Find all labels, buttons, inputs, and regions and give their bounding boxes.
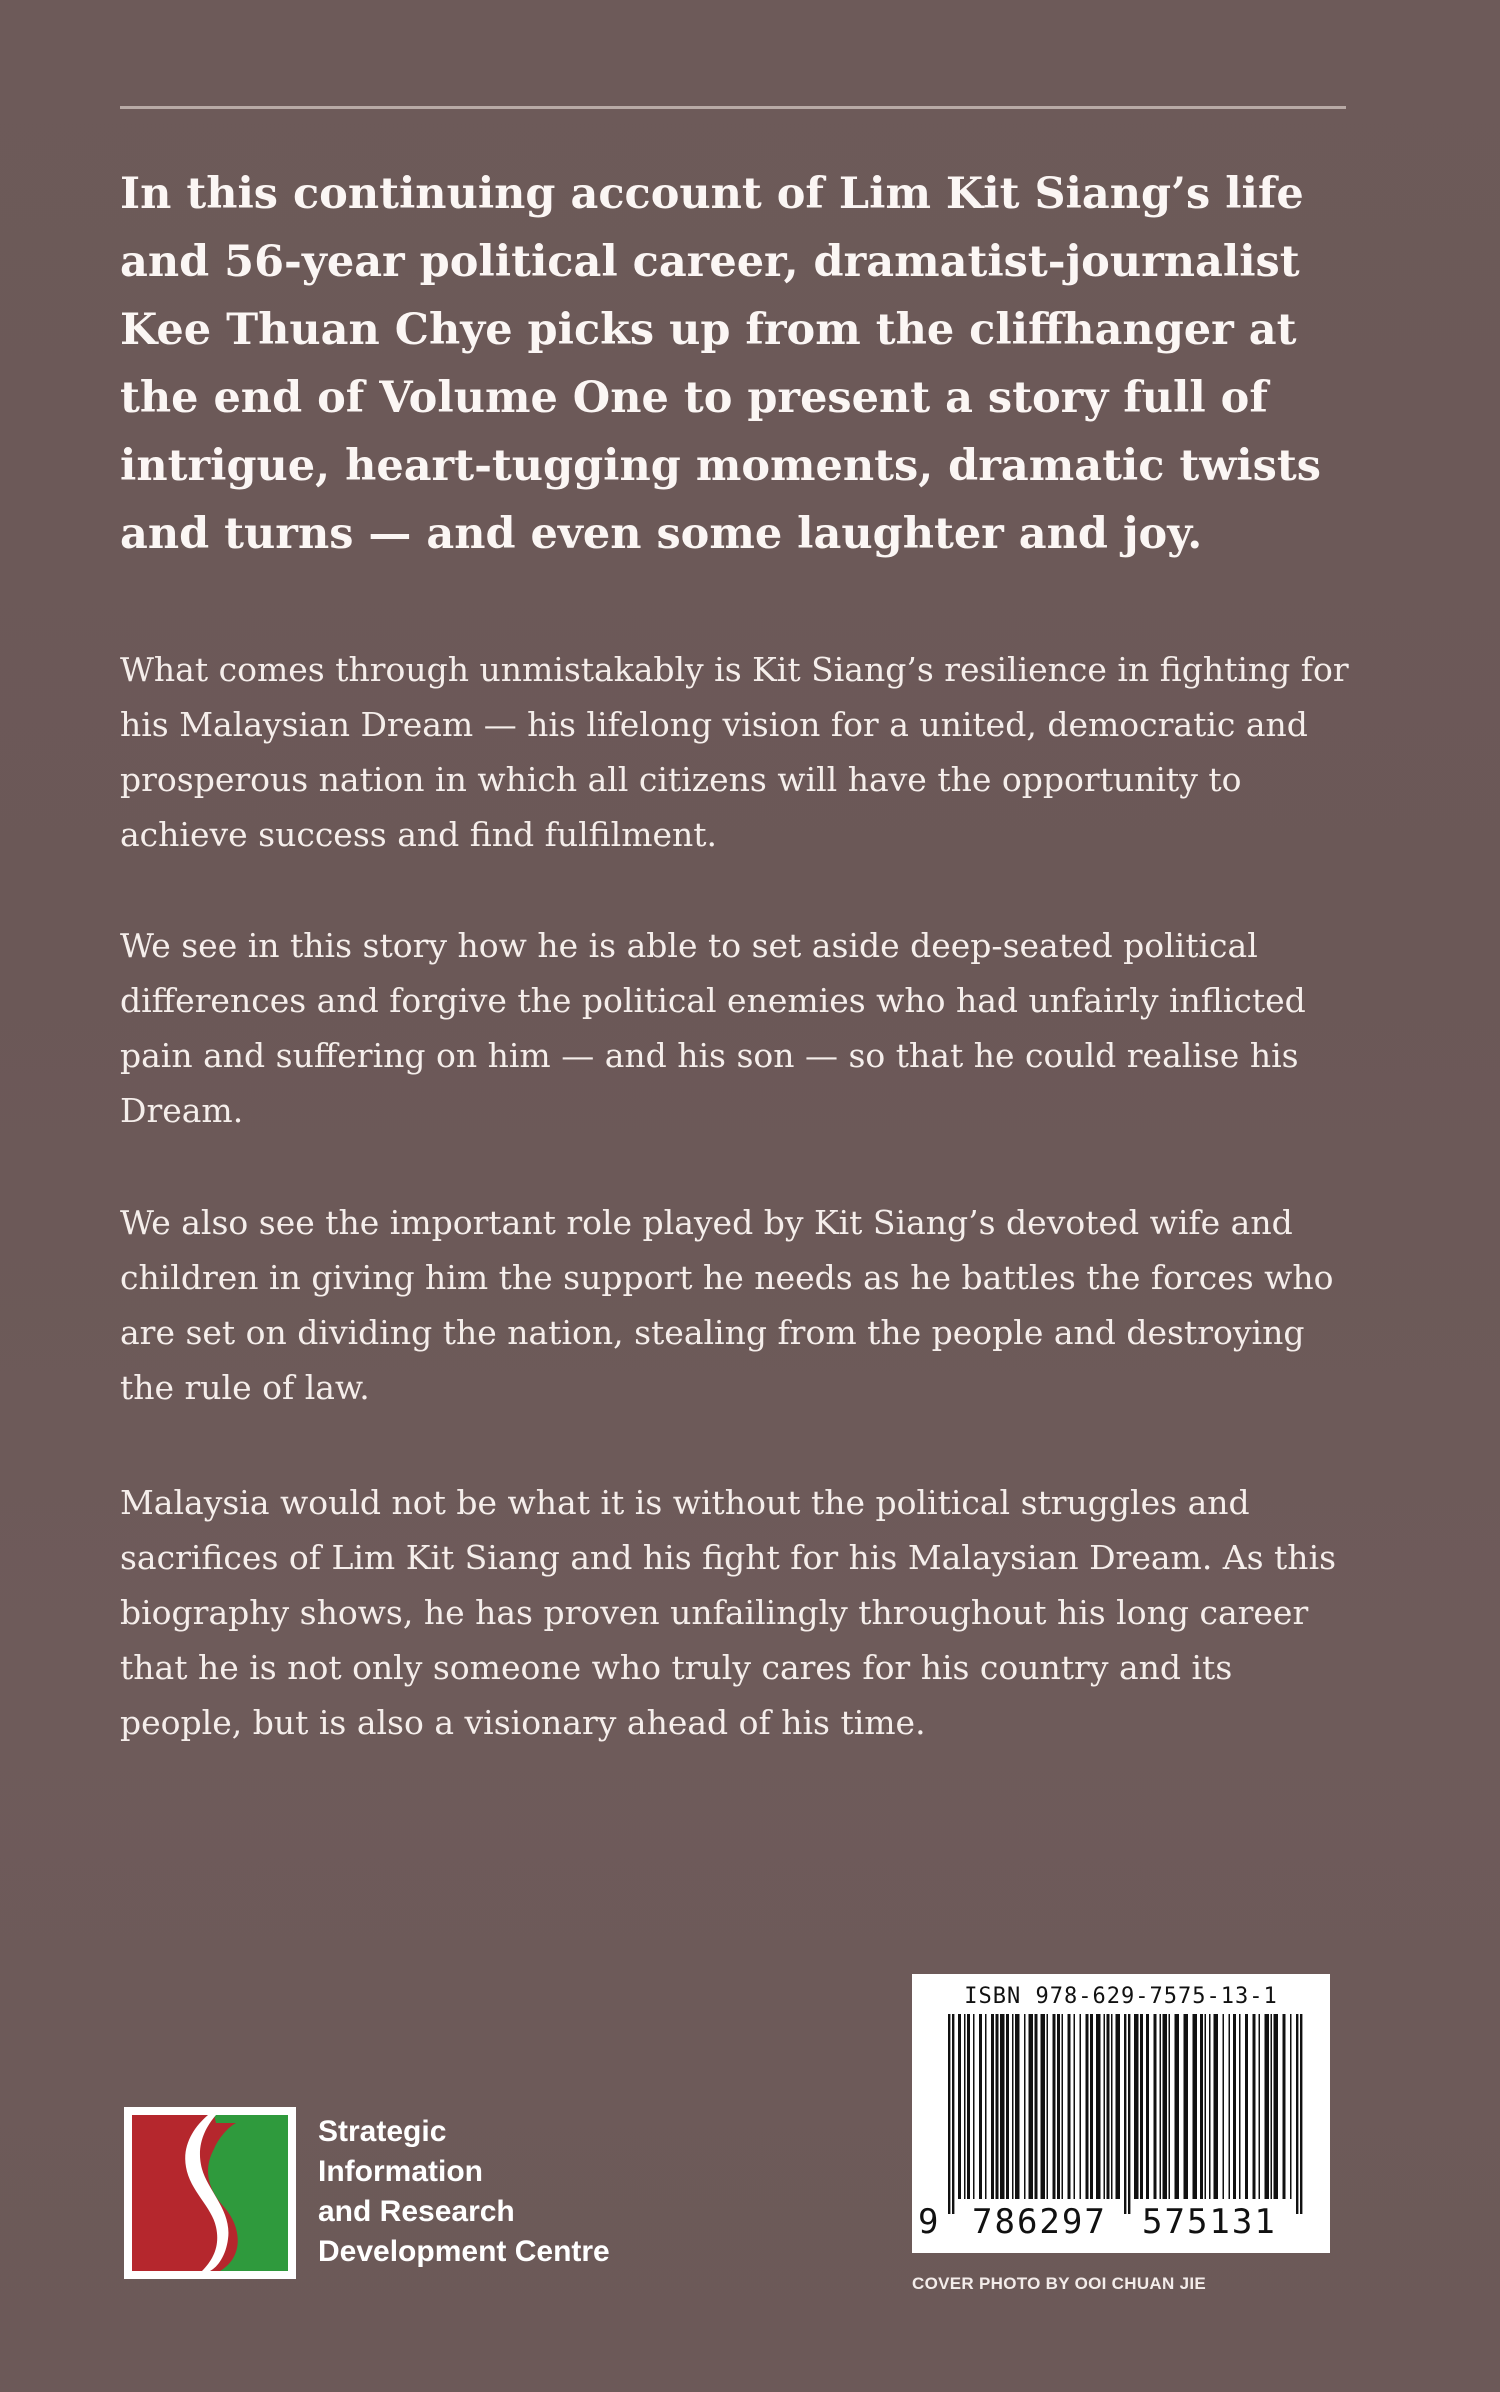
top-divider: [120, 106, 1346, 109]
barcode-right-group: 575131: [1142, 2202, 1277, 2242]
barcode-first-digit: 9: [918, 2202, 939, 2242]
body-paragraph: What comes through unmistakably is Kit Siang’s resilience in fighting for his Malaysian Dream — his lifelong vision for a united, democratic and prosperous nation in which all citizens will have the opportunity to achieve success and find fulfilment.: [120, 650, 1349, 854]
publisher-name: [318, 2112, 738, 2272]
author-name: Kee Thuan Chye: [120, 305, 513, 355]
photo-credit: COVER PHOTO BY OOI CHUAN JIE: [912, 2274, 1206, 2293]
isbn-number: ISBN 978-629-7575-13-1: [964, 1984, 1278, 2009]
lead-text-after: picks up from the cliffhanger at the end of Volume One to present a story full of intrigue, heart-tugging moments, dramatic twists and turns — and even some laughter and joy.: [120, 305, 1321, 559]
lead-paragraph: [120, 160, 1360, 568]
lead-text-before: In this continuing account of Lim Kit Siang’s life and 56-year political career, dramatist-journalist: [120, 169, 1304, 287]
publisher-line: and Research: [318, 2195, 515, 2228]
body-paragraph: We see in this story how he is able to set aside deep-seated political differences and forgive the political enemies who had unfairly inflicted pain and suffering on him — and his son — so that he could realise his Dream.: [120, 926, 1306, 1130]
barcode-left-group: 786297: [972, 2202, 1107, 2242]
publisher-line: Development Centre: [318, 2235, 610, 2268]
publisher-line: Strategic: [318, 2115, 447, 2148]
isbn-barcode: [912, 1974, 1330, 2253]
publisher-logo-icon: [124, 2107, 296, 2279]
barcode-bars-icon: [934, 2014, 1308, 2214]
body-paragraph: We also see the important role played by Kit Siang’s devoted wife and children in giving him the support he needs as he battles the forces who are set on dividing the nation, stealing from the people and destroying the rule of law.: [120, 1203, 1334, 1407]
publisher-line: Information: [318, 2155, 483, 2188]
body-paragraph: Malaysia would not be what it is without the political struggles and sacrifices of Lim Kit Siang and his fight for his Malaysian Dream. As this biography shows, he has proven unfailingly throughout his long career that he is not only someone who truly cares for his country and its people, but is also a visionary ahead of his time.: [120, 1483, 1337, 1742]
